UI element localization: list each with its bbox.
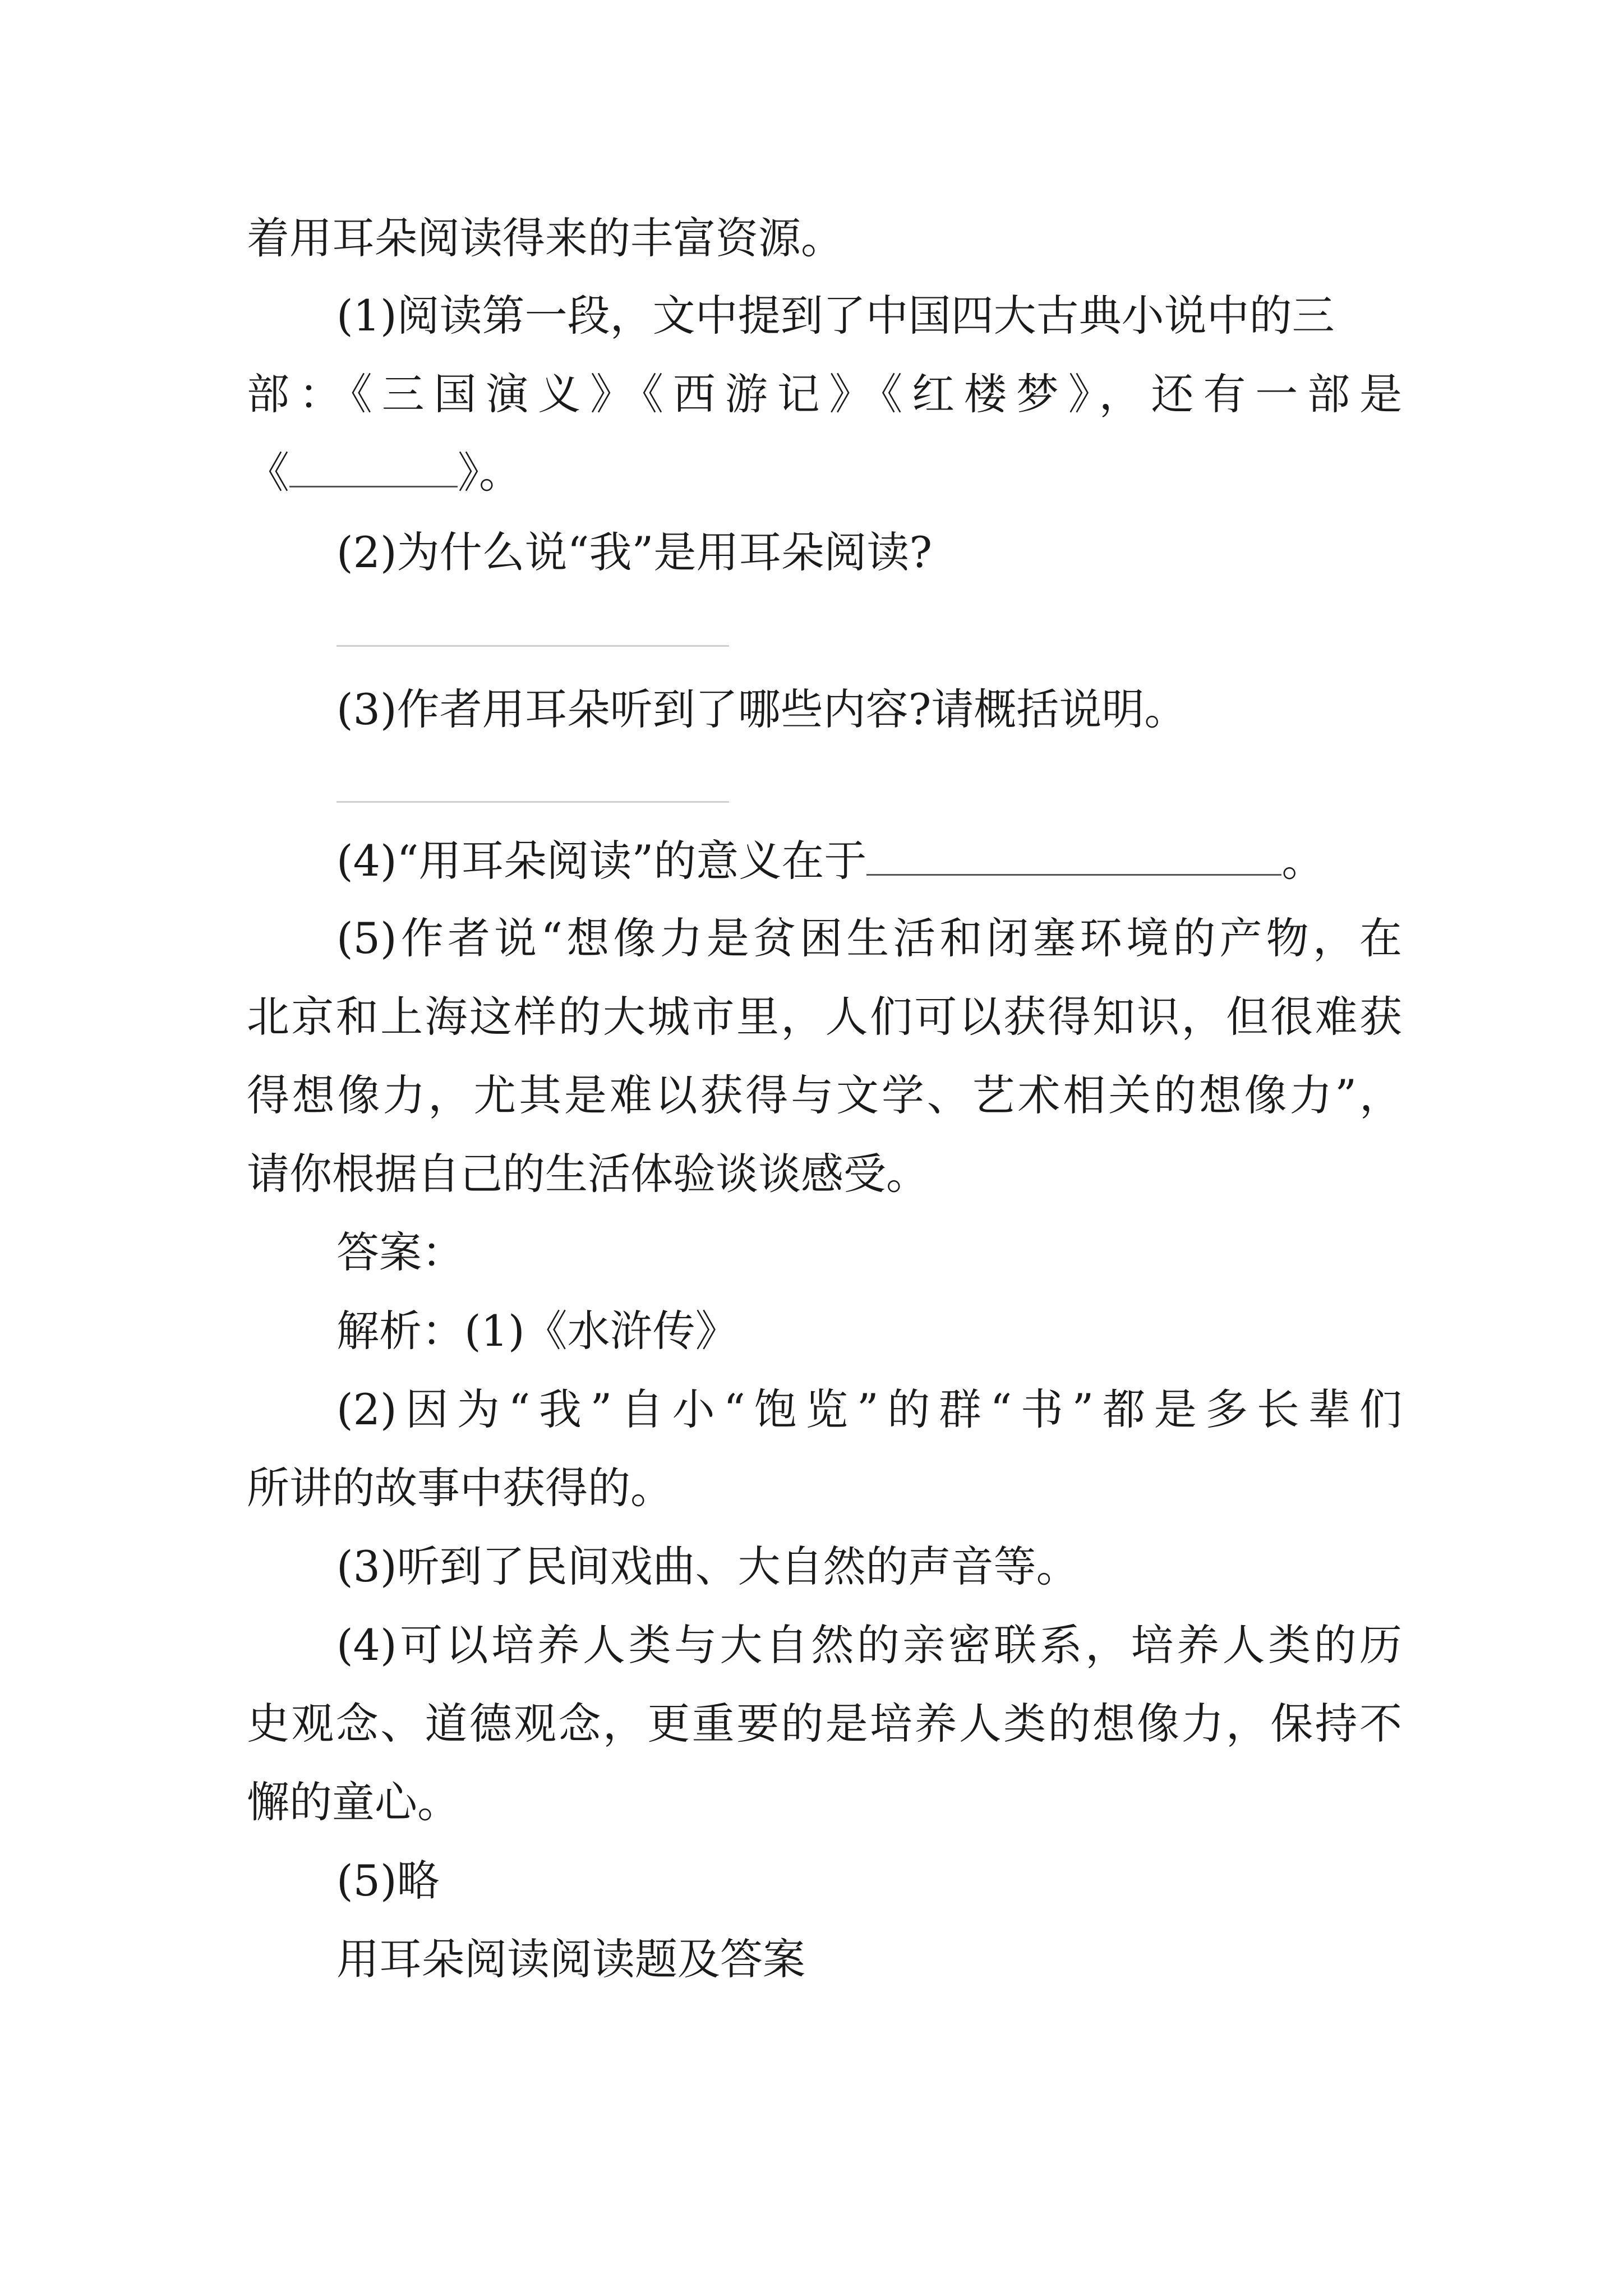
analysis-answer-1: 解析：(1)《水浒传》	[336, 1306, 738, 1356]
question-1-line-3	[247, 445, 1402, 501]
answer-3: (3)听到了民间戏曲、大自然的声音等。	[336, 1542, 1079, 1591]
question-4-end: 。	[1281, 836, 1325, 886]
question-1-line-1: (1)阅读第一段，文中提到了中国四大古典小说中的三	[336, 291, 1335, 341]
document-title: 用耳朵阅读阅读题及答案	[336, 1934, 805, 1984]
answer-2-line-1: (2)因为“我”自小“饱览”的群“书”都是多长辈们	[336, 1384, 1402, 1434]
answer-4-line-1: (4)可以培养人类与大自然的亲密联系，培养人类的历	[336, 1620, 1402, 1670]
book-title-open: 《	[247, 448, 289, 498]
answer-blank-4[interactable]	[866, 834, 1281, 876]
question-4	[336, 833, 1623, 889]
question-5-line-4: 请你根据自己的生活体验谈谈感受。	[247, 1149, 929, 1199]
answer-2-line-2: 所讲的故事中获得的。	[247, 1463, 673, 1513]
question-5-line-1: (5)作者说“想像力是贫困生活和闭塞环境的产物，在	[336, 913, 1402, 963]
question-2: (2)为什么说“我”是用耳朵阅读?	[336, 527, 933, 577]
answer-5: (5)略	[336, 1856, 440, 1906]
paragraph-line: 着用耳朵阅读得来的丰富资源。	[247, 213, 843, 263]
question-5-line-2: 北京和上海这样的大城市里，人们可以获得知识，但很难获	[247, 992, 1402, 1042]
book-title-close: 》。	[458, 448, 522, 498]
answer-label: 答案：	[336, 1227, 464, 1277]
answer-4-line-3: 懈的童心。	[247, 1777, 460, 1827]
answer-4-line-2: 史观念、道德观念，更重要的是培养人类的想像力，保持不	[247, 1699, 1402, 1749]
question-5-line-3: 得想像力，尤其是难以获得与文学、艺术相关的想像力”，	[247, 1070, 1402, 1120]
question-3: (3)作者用耳朵听到了哪些内容?请概括说明。	[336, 684, 1187, 734]
answer-line-2[interactable]	[336, 645, 729, 647]
answer-line-3[interactable]	[336, 801, 729, 803]
answer-blank-1[interactable]	[289, 445, 458, 487]
question-1-line-2: 部：《三国演义》《西游记》《红楼梦》，还有一部是	[247, 369, 1402, 419]
question-4-text: (4)“用耳朵阅读”的意义在于	[336, 836, 867, 886]
